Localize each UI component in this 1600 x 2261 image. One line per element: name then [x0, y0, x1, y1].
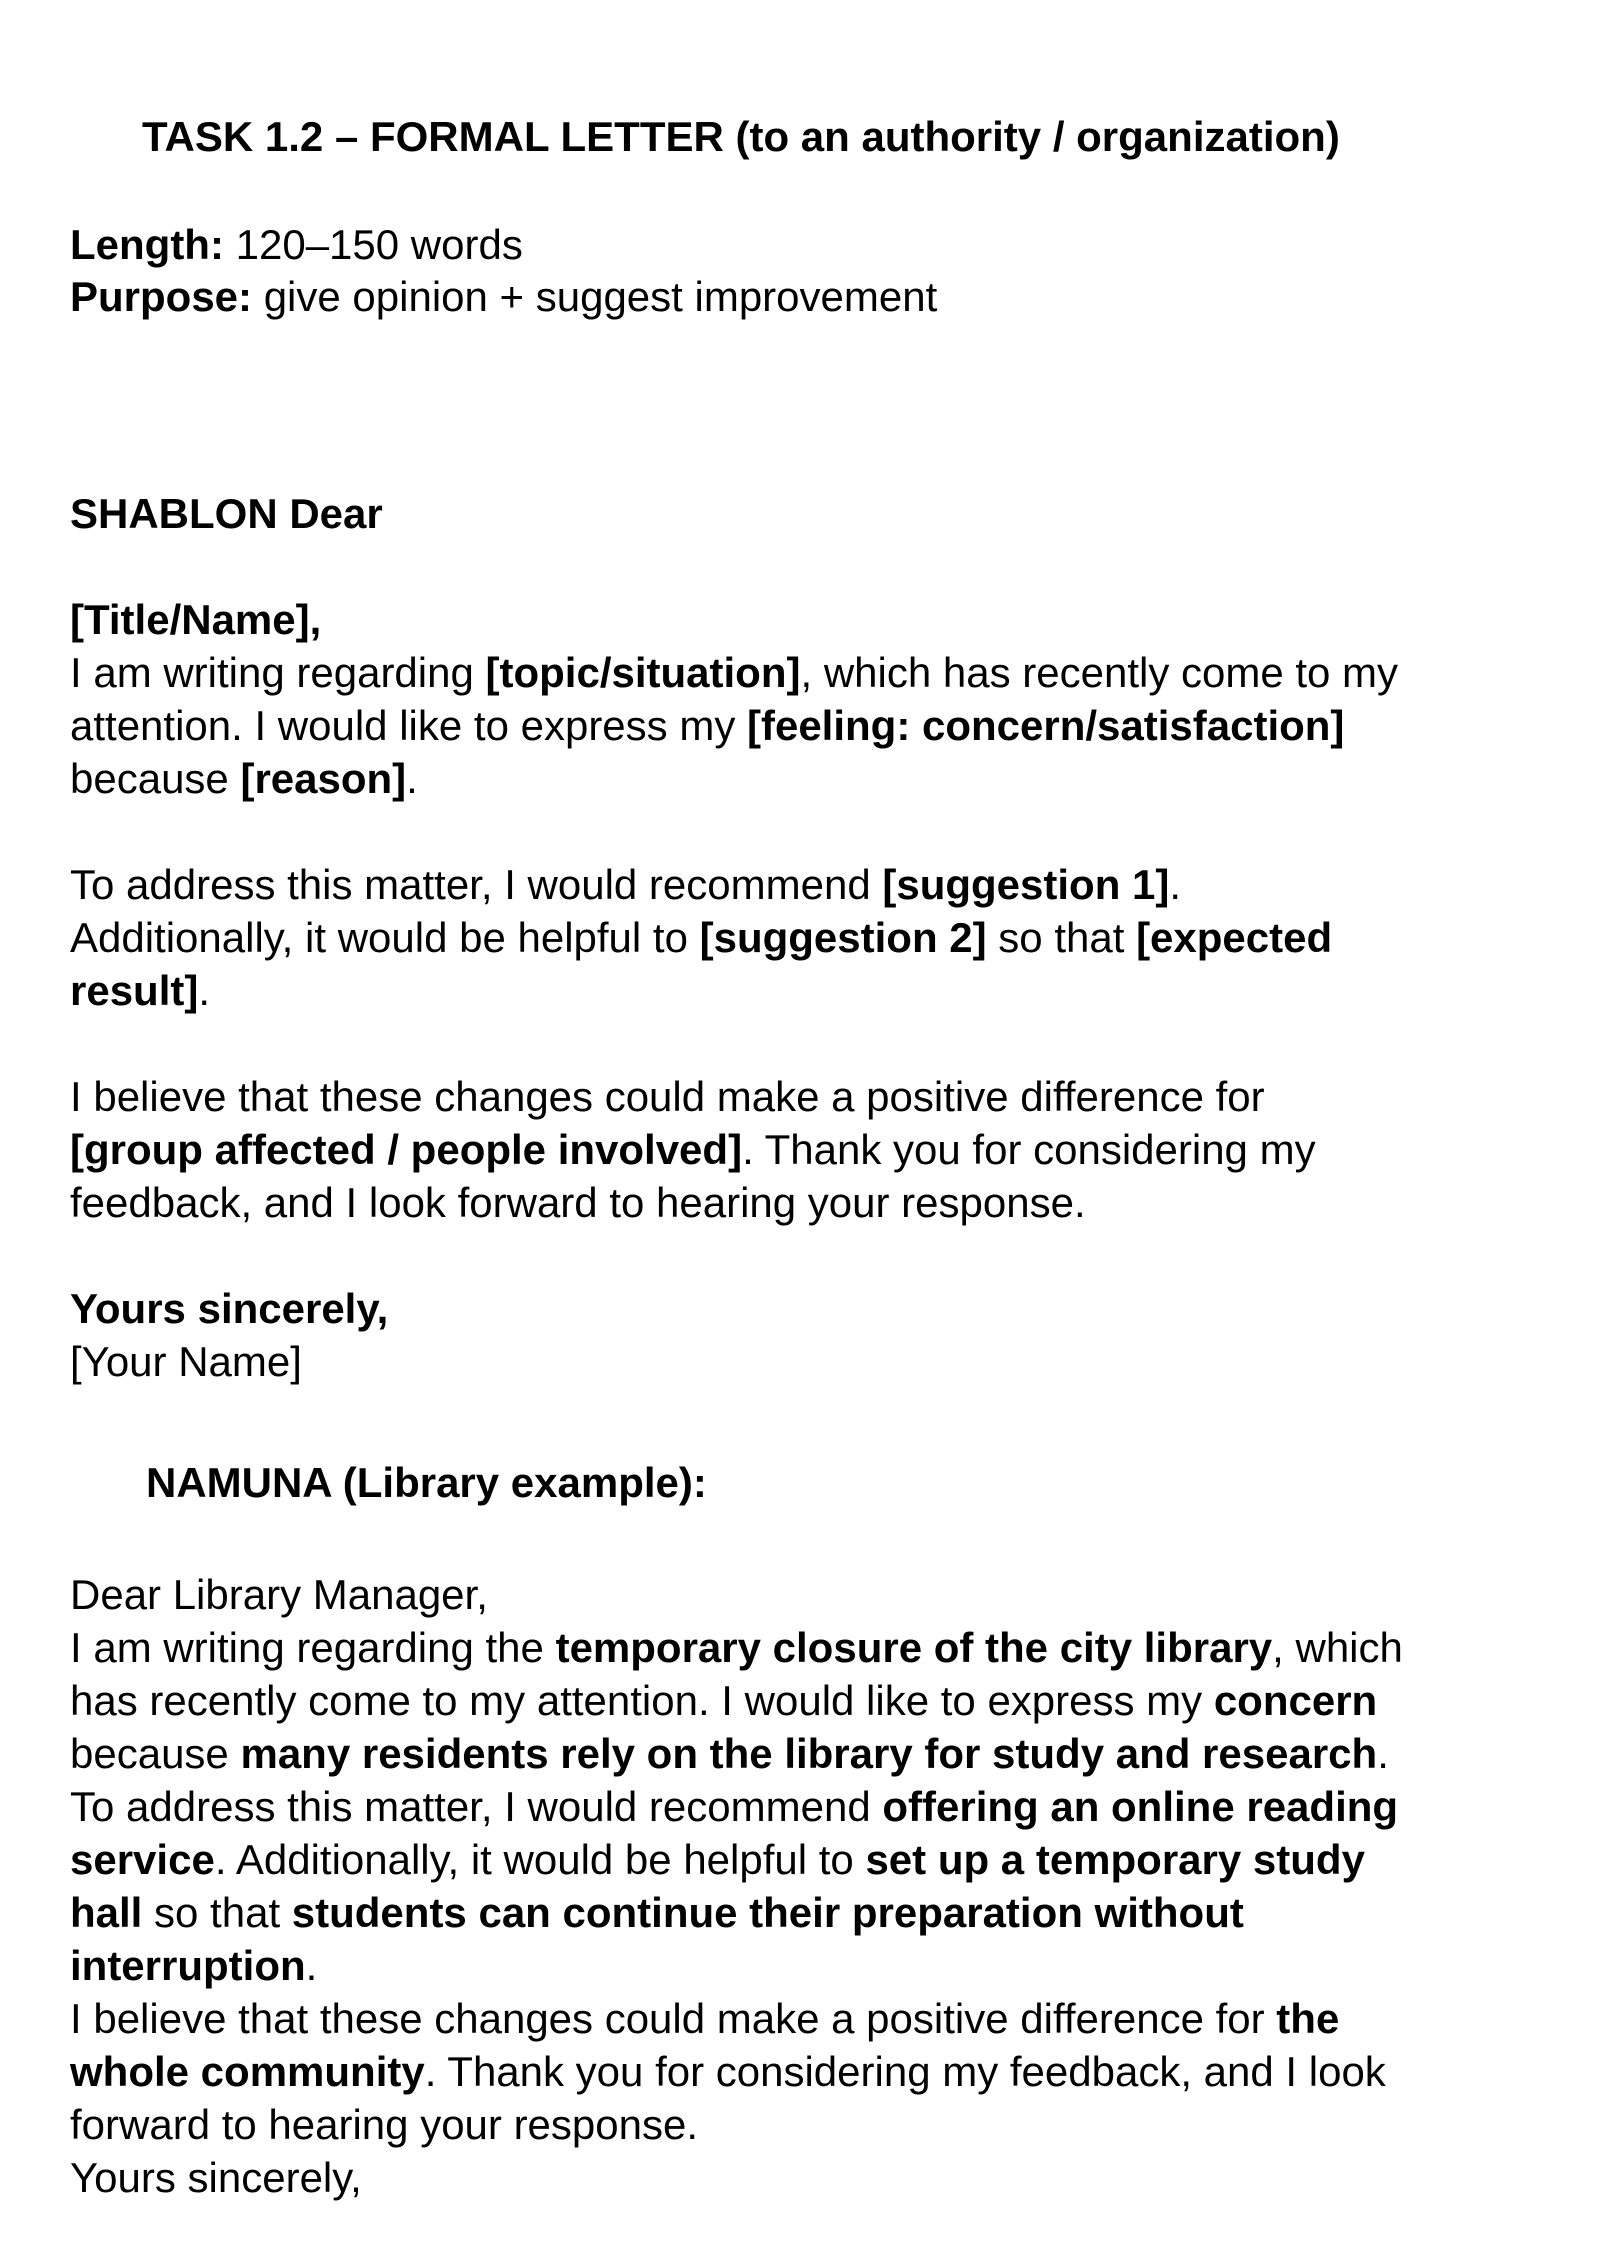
length-line: [70, 218, 523, 271]
template-p1-line-3: [70, 752, 418, 805]
text-run: so that: [986, 914, 1137, 961]
placeholder-topic: [topic/situation]: [485, 649, 801, 696]
example-line-10: forward to hearing your response.: [70, 2101, 699, 2148]
template-p3-line-2: [70, 1123, 1316, 1176]
text-run: because: [70, 1730, 241, 1777]
text-run: because: [70, 755, 241, 802]
example-line-3: [70, 1727, 1389, 1780]
bold-run: offering an online reading: [882, 1783, 1399, 1830]
template-signature: [Your Name]: [70, 1338, 302, 1385]
text-run: .: [1169, 861, 1182, 908]
text-run: . Thank you for considering my: [742, 1126, 1316, 1173]
example-line-6: [70, 1886, 1244, 1939]
placeholder-expected: [expected: [1136, 914, 1333, 961]
text-run: .: [305, 1942, 318, 1989]
bold-run: temporary closure of the city library: [555, 1624, 1273, 1671]
example-line-9: [70, 2045, 1386, 2098]
text-run: attention. I would like to express my: [70, 702, 747, 749]
text-run: Additionally, it would be helpful to: [70, 914, 700, 961]
bold-run: students can continue their preparation without: [291, 1889, 1244, 1936]
bold-run: concern: [1213, 1677, 1378, 1724]
template-p2-line-1: [70, 858, 1181, 911]
bold-run: whole community: [70, 2048, 425, 2095]
template-heading: SHABLON Dear: [70, 490, 383, 537]
template-p2-line-3: [70, 964, 210, 1017]
bold-run: the: [1276, 1995, 1340, 2042]
text-run: To address this matter, I would recommend: [70, 861, 883, 908]
example-line-5: [70, 1833, 1365, 1886]
example-line-1: [70, 1621, 1403, 1674]
text-run: I am writing regarding: [70, 649, 486, 696]
example-line-4: [70, 1780, 1398, 1833]
text-run: so that: [142, 1889, 292, 1936]
text-run: I am writing regarding the: [70, 1624, 556, 1671]
placeholder-result: result]: [70, 967, 199, 1014]
length-value: 120–150 words: [223, 221, 523, 268]
template-p2-line-2: [70, 911, 1332, 964]
text-run: .: [1377, 1730, 1389, 1777]
template-p1-line-1: [70, 646, 1398, 699]
placeholder-suggestion-1: [suggestion 1]: [882, 861, 1170, 908]
template-p3-line-3: feedback, and I look forward to hearing your response.: [70, 1179, 1086, 1226]
text-run: .: [406, 755, 418, 802]
bold-run: set up a temporary study: [865, 1836, 1365, 1883]
text-run: I believe that these changes could make a positive difference for: [70, 1995, 1277, 2042]
document-title: TASK 1.2 – FORMAL LETTER (to an authority / organization): [142, 113, 1340, 160]
bold-run: many residents rely on the library for study and research: [240, 1730, 1378, 1777]
bold-run: service: [70, 1836, 215, 1883]
template-greeting: [Title/Name],: [70, 596, 322, 643]
placeholder-feeling: [feeling: concern/satisfaction]: [746, 702, 1345, 749]
text-run: . Thank you for considering my feedback, and I look: [424, 2048, 1386, 2095]
example-line-8: [70, 1992, 1339, 2045]
purpose-value: give opinion + suggest improvement: [252, 273, 938, 320]
example-line-7: [70, 1939, 317, 1992]
text-run: has recently come to my attention. I would like to express my: [70, 1677, 1214, 1724]
length-label: Length:: [70, 221, 224, 268]
bold-run: interruption: [70, 1942, 306, 1989]
text-run: To address this matter, I would recommend: [70, 1783, 883, 1830]
text-run: . Additionally, it would be helpful to: [214, 1836, 866, 1883]
placeholder-reason: [reason]: [240, 755, 407, 802]
example-closing: Yours sincerely,: [70, 2154, 362, 2201]
placeholder-suggestion-2: [suggestion 2]: [699, 914, 987, 961]
placeholder-group: [group affected / people involved]: [70, 1126, 743, 1173]
text-run: , which: [1272, 1624, 1403, 1671]
bold-run: hall: [70, 1889, 143, 1936]
example-line-2: [70, 1674, 1377, 1727]
template-p1-line-2: [70, 699, 1344, 752]
text-run: , which has recently come to my: [800, 649, 1399, 696]
template-p3-line-1: I believe that these changes could make a positive difference for: [70, 1073, 1265, 1120]
template-closing: Yours sincerely,: [70, 1285, 389, 1332]
purpose-line: [70, 270, 937, 323]
example-greeting: Dear Library Manager,: [70, 1571, 488, 1618]
purpose-label: Purpose:: [70, 273, 253, 320]
example-heading: NAMUNA (Library example):: [146, 1459, 707, 1506]
text-run: .: [198, 967, 211, 1014]
